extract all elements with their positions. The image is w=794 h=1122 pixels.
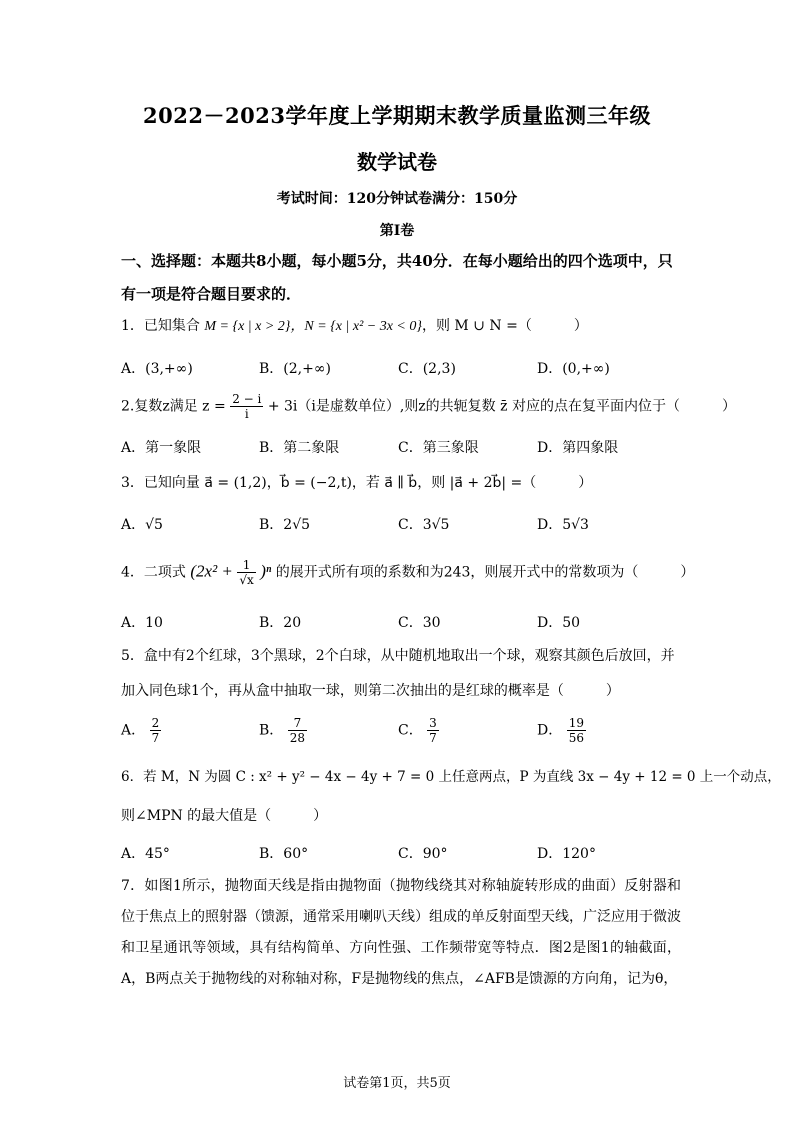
- q2-fraction: [230, 392, 263, 421]
- q5-option-c-den: 7: [429, 731, 437, 745]
- question-7-text: 7．如图1所示，抛物面天线是指由抛物面（抛物线绕其对称轴旋转形成的曲面）反射器和位于焦点上的照射器（馈源，通常采用喇叭天线）组成的单反射面型天线，广泛应用于微波和卫星通讯等领域，具有结构简单、方向性强、工作频带宽等特点．图2是图1的轴截面，A，B两点关于抛物线的对称轴对称，F是抛物线的焦点，∠AFB是馈源的方向角，记为θ，: [121, 878, 681, 987]
- q1-option-b: B．(2,+∞): [259, 361, 331, 377]
- q2-option-d: D．第四象限: [537, 440, 619, 456]
- volume-label: 第Ⅰ卷: [379, 223, 415, 239]
- exam-title: 2022－2023学年度上学期期末教学质量监测三年级: [143, 103, 651, 128]
- q5-option-a-den: 7: [151, 731, 160, 745]
- q1-option-d: D．(0,+∞): [537, 361, 610, 377]
- q5-option-b-num: 7: [288, 716, 307, 731]
- q4-frac-den: √x: [239, 573, 254, 587]
- exam-info: 考试时间：120分钟试卷满分：150分: [276, 191, 518, 207]
- q2-stem-a: 2.复数z满足 z =: [121, 398, 226, 415]
- q1-option-c: C．(2,3): [398, 361, 456, 377]
- question-4-stem: [121, 558, 694, 587]
- q4-option-b: B．20: [259, 615, 302, 631]
- q5-option-c-label: C．: [398, 722, 423, 739]
- q3-option-d: D．5√3: [537, 517, 589, 533]
- q4-expr-b: )ⁿ: [260, 561, 272, 581]
- q4-frac-num: 1: [237, 558, 255, 573]
- q6-option-c: C．90°: [398, 846, 448, 862]
- q4-option-d: D．50: [537, 615, 581, 631]
- q5-option-a-fraction: [150, 716, 162, 745]
- question-5-line-1: 5．盒中有2个红球，3个黑球，2个白球，从中随机地取出一个球，观察其颜色后放回，并: [121, 648, 675, 664]
- q2-frac-num: 2 − i: [232, 392, 262, 406]
- q4-expr-a: (2x² +: [190, 561, 233, 581]
- question-5-line-2: 加入同色球1个，再从盒中抽取一球，则第二次抽出的是红球的概率是（ ）: [121, 683, 620, 699]
- q4-fraction: [237, 558, 255, 587]
- q1-set-m: M = {x | x > 2}: [204, 319, 291, 334]
- q6-option-d: D．120°: [537, 846, 596, 862]
- q5-option-d-den: 56: [568, 731, 584, 745]
- question-6-line-1: 6．若 M，N 为圆 C : x² + y² − 4x − 4y + 7 = 0 上任意两点，P 为直线 3x − 4y + 12 = 0 上一个动点，: [121, 769, 781, 785]
- q2-option-c: C．第三象限: [398, 440, 479, 456]
- q1-option-a: A．(3,+∞): [121, 361, 193, 377]
- q4-option-c: C．30: [398, 615, 441, 631]
- q2-option-a: A．第一象限: [121, 440, 202, 456]
- q2-stem-b: + 3i（i是虚数单位）,则z的共轭复数 z̄ 对应的点在复平面内位于（ ）: [267, 398, 736, 415]
- q3-option-b: B．2√5: [259, 517, 311, 533]
- q5-option-c-fraction: [427, 716, 439, 745]
- q5-option-d-num: 19: [568, 716, 584, 730]
- q6-option-b: B．60°: [259, 846, 309, 862]
- question-2-stem: [121, 392, 736, 421]
- q5-option-b-label: B．: [259, 722, 284, 739]
- q3-option-c: C．3√5: [398, 517, 450, 533]
- q5-option-c: [398, 716, 439, 745]
- q2-option-b: B．第二象限: [259, 440, 340, 456]
- q5-option-a-num: 2: [151, 716, 160, 730]
- exam-subject: 数学试卷: [357, 150, 437, 174]
- q2-frac-den: i: [244, 407, 249, 421]
- question-1-stem: [121, 315, 588, 335]
- q4-option-a: A．10: [121, 615, 163, 631]
- q1-stem-a: 1．已知集合: [121, 318, 200, 334]
- q5-option-a-label: A．: [121, 722, 146, 739]
- q5-option-c-num: 3: [429, 716, 437, 730]
- q4-stem-b: 的展开式所有项的系数和为243，则展开式中的常数项为（ ）: [275, 564, 695, 581]
- question-6-line-2: 则∠MPN 的最大值是（ ）: [121, 808, 328, 824]
- q5-option-a: [121, 716, 161, 745]
- q5-option-d-label: D．: [537, 722, 563, 739]
- q1-set-n: ，N = {x | x² − 3x < 0}: [290, 319, 422, 334]
- q5-option-b: [259, 716, 307, 745]
- q3-option-a: A．√5: [121, 517, 163, 533]
- q4-stem-a: 4．二项式: [121, 564, 186, 581]
- page-footer: 试卷第1页，共5页: [343, 1076, 451, 1091]
- q6-option-a: A．45°: [121, 846, 170, 862]
- question-3-stem: 3．已知向量 a⃗ = (1,2)，b⃗ = (−2,t)，若 a⃗ ∥ b⃗，则 |a⃗ + 2b⃗| =（ ）: [121, 475, 593, 491]
- q1-stem-b: ，则 M ∪ N =（ ）: [421, 318, 588, 334]
- q5-option-d-fraction: [567, 716, 586, 745]
- q5-option-b-fraction: [288, 716, 307, 745]
- q5-option-b-den: 28: [289, 731, 306, 745]
- section-instruction: 一、选择题：本题共8小题，每小题5分，共40分．在每小题给出的四个选项中，只有一项是符合题目要求的．: [121, 252, 673, 303]
- q5-option-d: [537, 716, 586, 745]
